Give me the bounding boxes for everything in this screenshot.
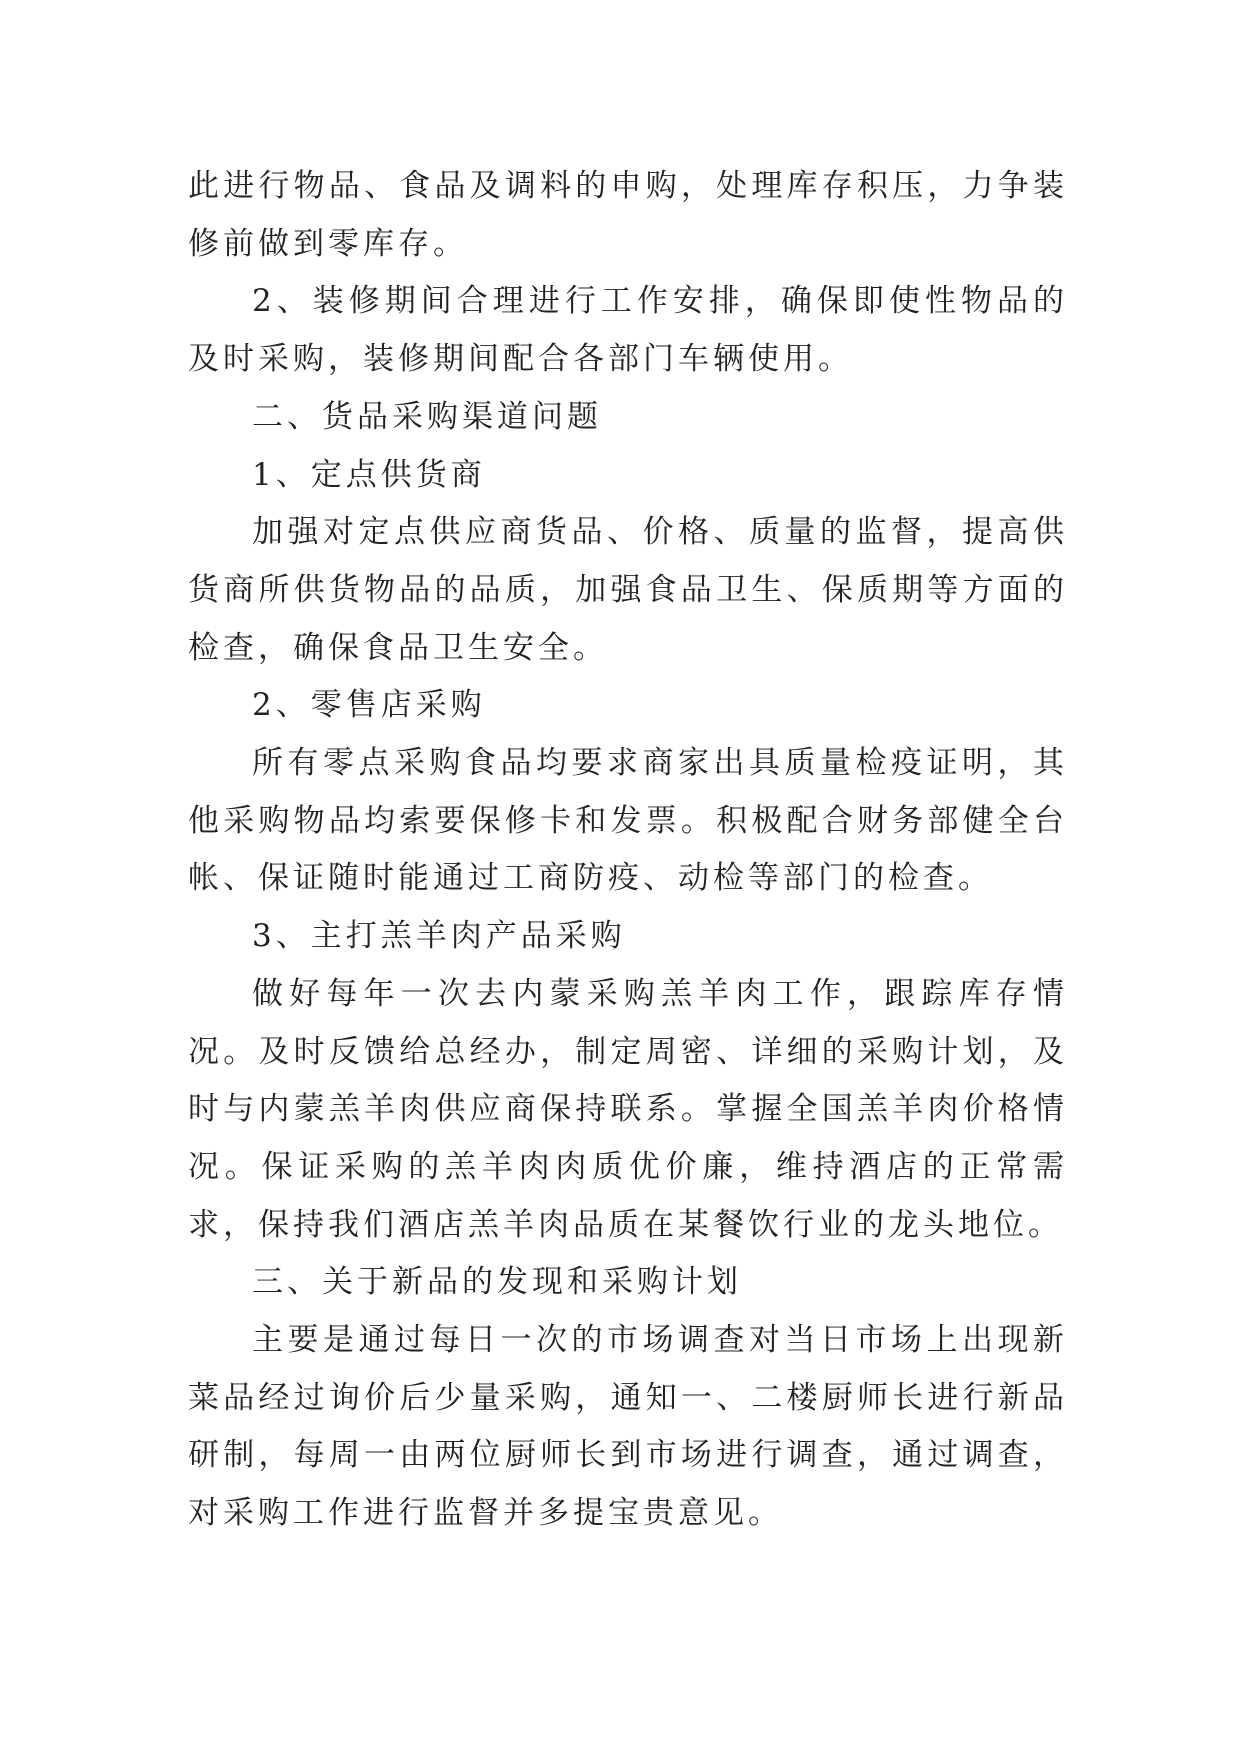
paragraph-market-survey: 主要是通过每日一次的市场调查对当日市场上出现新菜品经过询价后少量采购，通知一、二楼厨师长进行新品研制，每周一由两位厨师长到市场进行调查，通过调查，对采购工作进行监督并多提宝贵意见。 <box>188 1322 1068 1532</box>
subheading-designated-supplier: 1、定点供货商 <box>252 456 486 493</box>
paragraph-continuation: 此进行物品、食品及调料的申购，处理库存积压，力争装修前做到零库存。 <box>188 168 1068 262</box>
section-heading-new-products: 三、关于新品的发现和采购计划 <box>252 1264 742 1301</box>
document-body <box>188 158 1068 1543</box>
paragraph-renovation-arrangement: 2、装修期间合理进行工作安排，确保即使性物品的及时采购，装修期间配合各部门车辆使用。 <box>188 283 1068 378</box>
paragraph-supplier-supervision: 加强对定点供应商货品、价格、质量的监督，提高供货商所供货物品的品质，加强食品卫生、保质期等方面的检查，确保食品卫生安全。 <box>188 514 1068 666</box>
paragraph-lamb-plan: 做好每年一次去内蒙采购羔羊肉工作，跟踪库存情况。及时反馈给总经办，制定周密、详细的采购计划，及时与内蒙羔羊肉供应商保持联系。掌握全国羔羊肉价格情况。保证采购的羔羊肉肉质优价廉，维持酒店的正常需求，保持我们酒店羔羊肉品质在某餐饮行业的龙头地位。 <box>188 975 1068 1243</box>
paragraph-retail-quality: 所有零点采购食品均要求商家出具质量检疫证明，其他采购物品均索要保修卡和发票。积极配合财务部健全台帐、保证随时能通过工商防疫、动检等部门的检查。 <box>188 745 1068 897</box>
subheading-lamb-purchase: 3、主打羔羊肉产品采购 <box>252 918 626 955</box>
subheading-retail-purchase: 2、零售店采购 <box>252 687 486 724</box>
section-heading-channels: 二、货品采购渠道问题 <box>252 398 602 435</box>
